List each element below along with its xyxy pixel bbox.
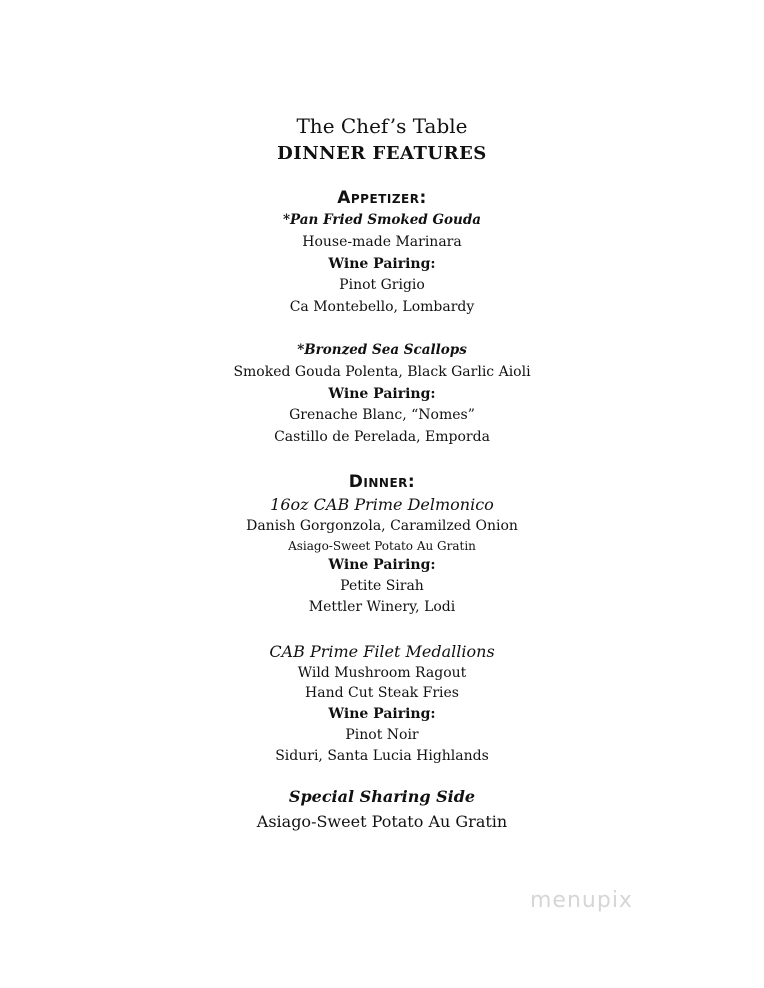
wine-origin: Mettler Winery, Lodi xyxy=(308,599,456,615)
item-detail: Wild Mushroom Ragout xyxy=(297,665,467,681)
item-detail: Hand Cut Steak Fries xyxy=(305,685,459,701)
item-detail: Danish Gorgonzola, Caramilzed Onion xyxy=(246,518,518,534)
wine-name: Pinot Noir xyxy=(345,727,419,743)
side-name: Special Sharing Side xyxy=(288,787,476,806)
item-name: 16oz CAB Prime Delmonico xyxy=(270,495,494,514)
item-name: CAB Prime Filet Medallions xyxy=(269,642,495,661)
wine-pairing-label: Wine Pairing: xyxy=(328,557,436,573)
wine-pairing-label: Wine Pairing: xyxy=(328,386,436,402)
dinner-heading: Dinner: xyxy=(348,472,416,492)
wine-origin: Siduri, Santa Lucia Highlands xyxy=(275,748,489,764)
item-detail: Smoked Gouda Polenta, Black Garlic Aioli xyxy=(233,364,531,380)
item-name: *Bronzed Sea Scallops xyxy=(297,342,467,358)
wine-name: Pinot Grigio xyxy=(339,277,425,293)
wine-pairing-label: Wine Pairing: xyxy=(328,256,436,272)
wine-origin: Ca Montebello, Lombardy xyxy=(289,299,475,315)
watermark-logo: menupix xyxy=(530,888,633,913)
item-detail: Asiago-Sweet Potato Au Gratin xyxy=(288,539,476,553)
wine-name: Petite Sirah xyxy=(340,578,424,594)
page-subtitle: DINNER FEATURES xyxy=(277,143,487,164)
item-name: *Pan Fried Smoked Gouda xyxy=(282,212,482,228)
wine-origin: Castillo de Perelada, Emporda xyxy=(274,429,490,445)
wine-pairing-label: Wine Pairing: xyxy=(328,706,436,722)
appetizer-heading: Appetizer: xyxy=(337,188,427,208)
side-detail: Asiago-Sweet Potato Au Gratin xyxy=(256,812,508,831)
wine-name: Grenache Blanc, “Nomes” xyxy=(289,407,475,423)
page-title: The Chef’s Table xyxy=(296,114,468,138)
item-detail: House-made Marinara xyxy=(302,234,462,250)
